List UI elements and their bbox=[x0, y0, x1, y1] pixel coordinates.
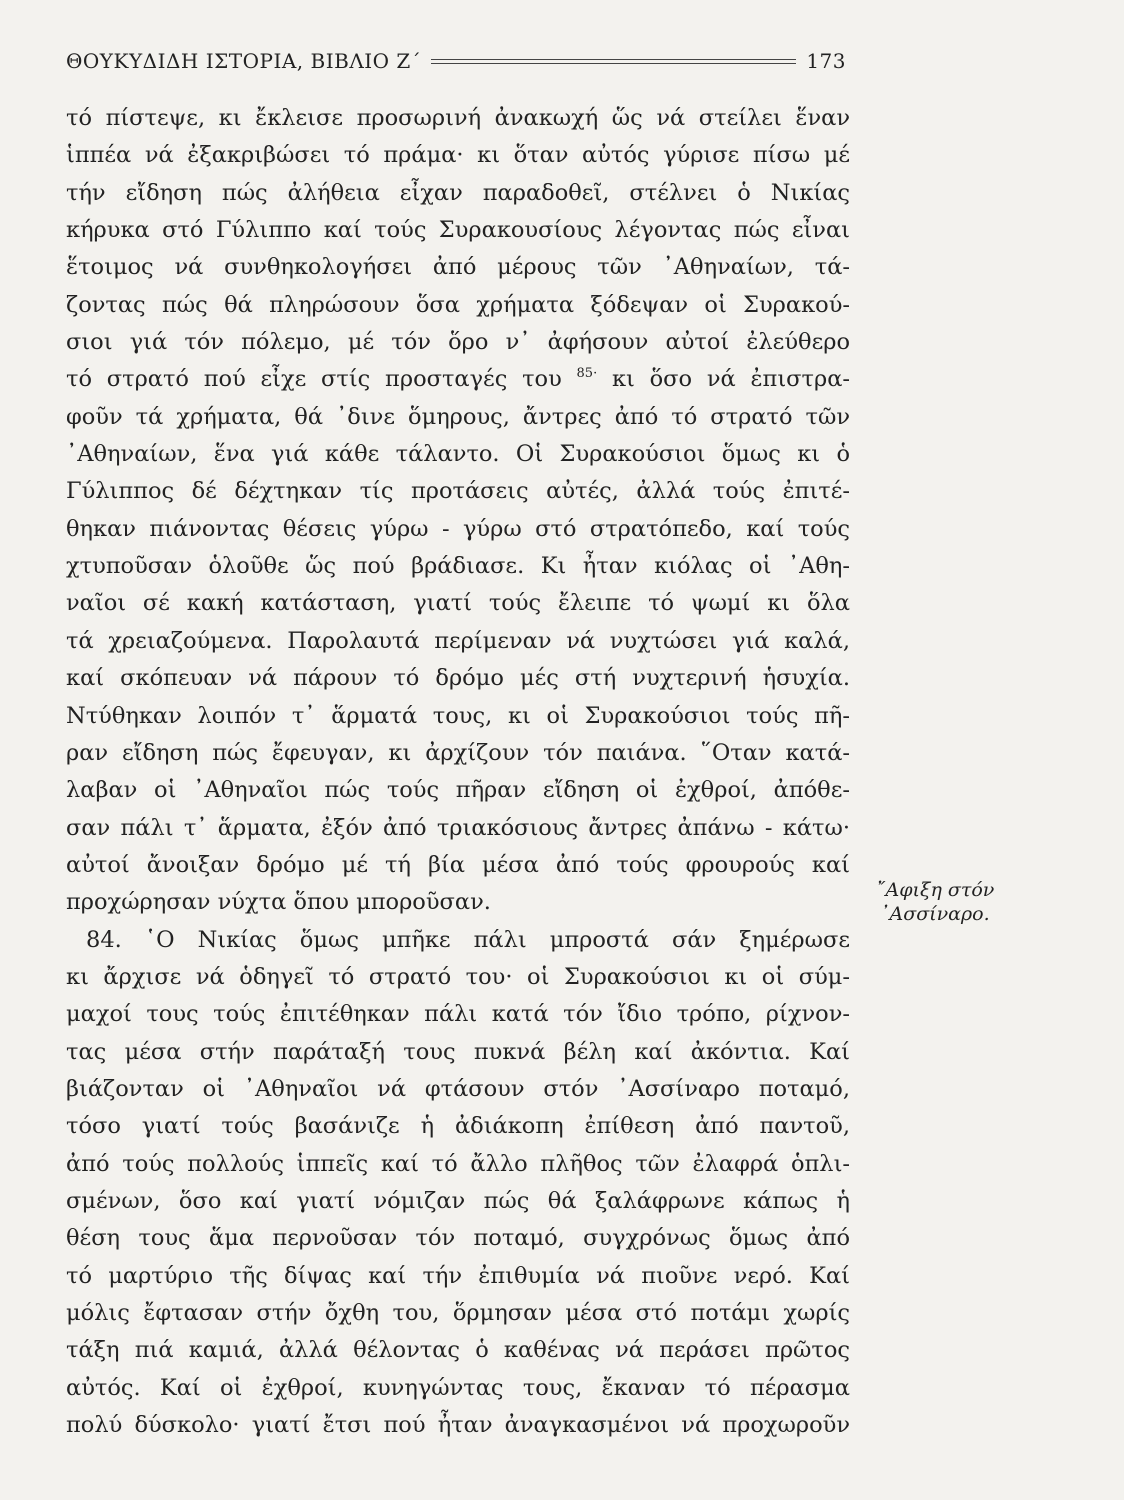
text-line bbox=[66, 548, 850, 585]
text-line-content: τάξη πιά καμιά, ἀλλά θέλοντας ὁ καθένας νά περάσει πρῶτος bbox=[66, 1337, 850, 1364]
body-text bbox=[66, 100, 850, 1444]
text-line bbox=[66, 959, 850, 996]
text-line-content: κι ἄρχισε νά ὁδηγεῖ τό στρατό του· οἱ Συρακούσιοι κι οἱ σύμ- bbox=[66, 963, 850, 990]
running-header bbox=[66, 46, 846, 76]
margin-note-line: ᾽Ασσίναρο. bbox=[880, 903, 990, 925]
margin-note bbox=[876, 878, 1066, 926]
text-line-content: πολύ δύσκολο· γιατί ἔτσι πού ἦταν ἀναγκασμένοι νά προχωροῦν bbox=[66, 1412, 850, 1439]
text-line bbox=[66, 735, 850, 772]
text-line-content: 84. ῾Ο Νικίας ὅμως μπῆκε πάλι μπροστά σάν ξημέρωσε bbox=[86, 926, 850, 953]
text-line-content: χτυποῦσαν ὁλοῦθε ὥς πού βράδιασε. Κι ἦταν κιόλας οἱ ᾽Αθη- bbox=[66, 553, 850, 580]
text-line bbox=[66, 1108, 850, 1145]
text-line bbox=[66, 473, 850, 510]
text-line-content: λαβαν οἱ ᾽Αθηναῖοι πώς τούς πῆραν εἴδηση οἱ ἐχθροί, ἀπόθε- bbox=[66, 777, 850, 804]
text-line bbox=[66, 1034, 850, 1071]
text-line bbox=[66, 884, 850, 921]
footnote-marker: 85· bbox=[576, 366, 598, 382]
text-line-content: σαν πάλι τ᾽ ἅρματα, ἐξόν ἀπό τριακόσιους ἄντρες ἀπάνω - κάτω· bbox=[66, 814, 850, 841]
text-line bbox=[66, 324, 850, 361]
text-line-content: τά χρειαζούμενα. Παρολαυτά περίμεναν νά νυχτώσει γιά καλά, bbox=[66, 627, 850, 654]
text-line-content: βιάζονταν οἱ ᾽Αθηναῖοι νά φτάσουν στόν ᾽Ασσίναρο ποταμό, bbox=[66, 1075, 850, 1102]
text-line-content: θέση τους ἅμα περνοῦσαν τόν ποταμό, συγχρόνως ὅμως ἀπό bbox=[66, 1225, 850, 1252]
text-line-content: σμένων, ὅσο καί γιατί νόμιζαν πώς θά ξαλάφρωνε κάπως ἡ bbox=[66, 1187, 850, 1214]
text-line-content: κήρυκα στό Γύλιππο καί τούς Συρακουσίους λέγοντας πώς εἶναι bbox=[66, 217, 850, 244]
text-line bbox=[66, 287, 850, 324]
text-line bbox=[66, 175, 850, 212]
text-line bbox=[66, 1071, 850, 1108]
text-line-content: τόσο γιατί τούς βασάνιζε ἡ ἀδιάκοπη ἐπίθεση ἀπό παντοῦ, bbox=[66, 1113, 850, 1140]
text-line-content: τό στρατό πού εἶχε στίς προσταγές του bbox=[66, 366, 562, 393]
text-line bbox=[66, 1295, 850, 1332]
text-line-content: τας μέσα στήν παράταξή τους πυκνά βέλη καί ἀκόντια. Καί bbox=[66, 1038, 850, 1065]
text-line-content: αὐτοί ἄνοιξαν δρόμο μέ τή βία μέσα ἀπό τούς φρουρούς καί bbox=[66, 851, 850, 878]
text-line-content: ζοντας πώς θά πληρώσουν ὅσα χρήματα ξόδεψαν οἱ Συρακού- bbox=[66, 291, 850, 318]
text-line-content: ἱππέα νά ἐξακριβώσει τό πράμα· κι ὅταν αὐτός γύρισε πίσω μέ bbox=[66, 142, 850, 169]
text-line bbox=[66, 922, 850, 959]
text-line-content: σιοι γιά τόν πόλεμο, μέ τόν ὅρο ν᾽ ἀφήσουν αὐτοί ἐλεύθερο bbox=[66, 329, 850, 356]
text-line-continuation: κι ὅσο νά ἐπιστρα- bbox=[611, 366, 850, 393]
text-line bbox=[66, 810, 850, 847]
text-line bbox=[66, 1370, 850, 1407]
text-line bbox=[66, 1258, 850, 1295]
text-line bbox=[66, 1146, 850, 1183]
text-line-content: τό πίστεψε, κι ἔκλεισε προσωρινή ἀνακωχή ὥς νά στείλει ἕναν bbox=[66, 105, 850, 131]
text-line-content: θηκαν πιάνοντας θέσεις γύρω - γύρω στό στρατόπεδο, καί τούς bbox=[66, 515, 850, 542]
text-line-content: ᾽Αθηναίων, ἕνα γιά κάθε τάλαντο. Οἱ Συρακούσιοι ὅμως κι ὁ bbox=[66, 441, 850, 468]
text-line-content: μαχοί τους τούς ἐπιτέθηκαν πάλι κατά τόν ἴδιο τρόπο, ρίχνον- bbox=[66, 1001, 850, 1028]
text-line-content: ἀπό τούς πολλούς ἱππεῖς καί τό ἄλλο πλῆθος τῶν ἐλαφρά ὁπλι- bbox=[66, 1150, 850, 1177]
text-line bbox=[66, 585, 850, 622]
text-line-content: τήν εἴδηση πώς ἀλήθεια εἶχαν παραδοθεῖ, στέλνει ὁ Νικίας bbox=[66, 179, 850, 206]
text-line bbox=[66, 660, 850, 697]
text-line-content: Ντύθηκαν λοιπόν τ᾽ ἅρματά τους, κι οἱ Συρακούσιοι τούς πῆ- bbox=[66, 702, 850, 729]
text-line bbox=[66, 1183, 850, 1220]
text-line-content: Γύλιππος δέ δέχτηκαν τίς προτάσεις αὐτές, ἀλλά τούς ἐπιτέ- bbox=[66, 478, 850, 505]
page-number: 173 bbox=[806, 49, 846, 73]
running-header-title: ΘΟΥΚΥΔΙΔΗ ΙΣΤΟΡΙΑ, ΒΙΒΛΙΟ Ζ΄ bbox=[66, 49, 422, 73]
text-line bbox=[66, 996, 850, 1033]
text-line bbox=[66, 399, 850, 436]
text-line bbox=[66, 137, 850, 174]
text-line-content: ραν εἴδηση πώς ἔφευγαν, κι ἀρχίζουν τόν παιάνα. ῞Οταν κατά- bbox=[66, 739, 850, 766]
header-double-rule bbox=[431, 59, 796, 64]
text-line bbox=[66, 1332, 850, 1369]
text-line bbox=[66, 511, 850, 548]
text-line bbox=[66, 623, 850, 660]
text-line bbox=[66, 1220, 850, 1257]
text-line bbox=[66, 436, 850, 473]
text-line-content: τό μαρτύριο τῆς δίψας καί τήν ἐπιθυμία νά πιοῦνε νερό. Καί bbox=[66, 1262, 850, 1289]
text-line bbox=[66, 772, 850, 809]
text-line bbox=[66, 698, 850, 735]
text-line bbox=[66, 100, 850, 137]
text-line-content: ναῖοι σέ κακή κατάσταση, γιατί τούς ἔλειπε τό ψωμί κι ὅλα bbox=[66, 590, 850, 617]
text-line-content: φοῦν τά χρήματα, θά ᾽δινε ὅμηρους, ἄντρες ἀπό τό στρατό τῶν bbox=[66, 403, 850, 430]
margin-note-line: ῎Αφιξη στόν bbox=[876, 879, 995, 901]
text-line-content: μόλις ἔφτασαν στήν ὄχθη του, ὅρμησαν μέσα στό ποτάμι χωρίς bbox=[66, 1300, 850, 1326]
text-line-content: προχώρησαν νύχτα ὅπου μποροῦσαν. bbox=[66, 889, 491, 916]
text-line bbox=[66, 361, 850, 398]
text-line-content: αὐτός. Καί οἱ ἐχθροί, κυνηγώντας τους, ἔκαναν τό πέρασμα bbox=[66, 1374, 850, 1401]
text-line-content: καί σκόπευαν νά πάρουν τό δρόμο μές στή νυχτερινή ἡσυχία. bbox=[66, 665, 850, 692]
text-line bbox=[66, 249, 850, 286]
text-line-content: ἕτοιμος νά συνθηκολογήσει ἀπό μέρους τῶν ᾽Αθηναίων, τά- bbox=[66, 254, 850, 281]
text-line bbox=[66, 1407, 850, 1444]
text-line bbox=[66, 212, 850, 249]
text-line bbox=[66, 847, 850, 884]
